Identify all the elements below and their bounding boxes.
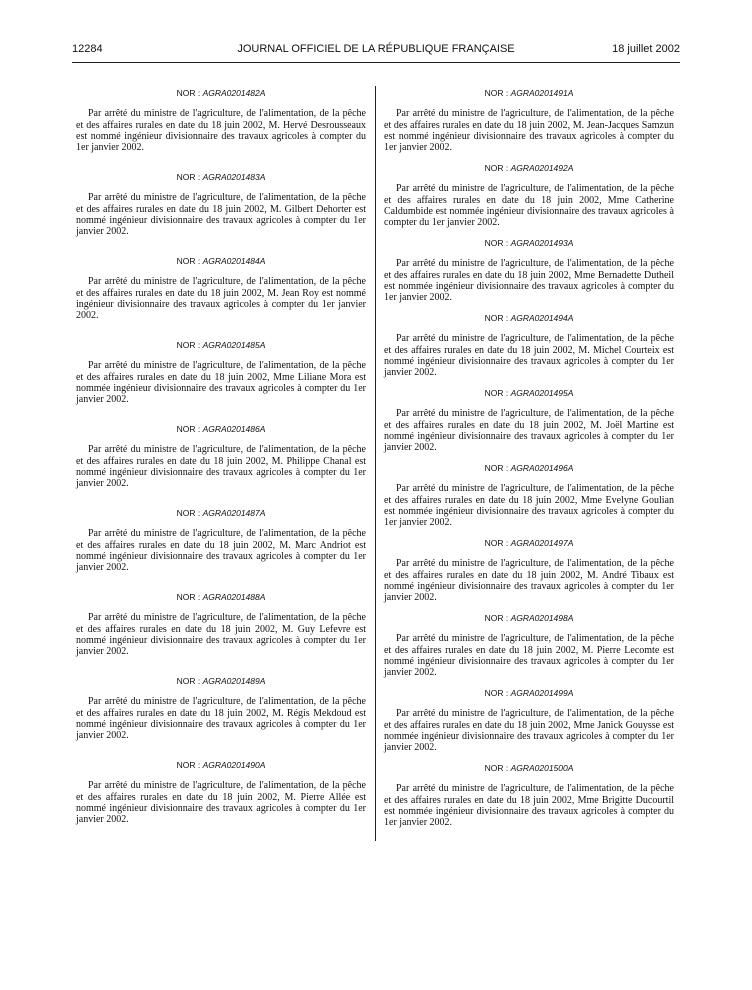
- nor-reference: [76, 172, 366, 183]
- nor-code: AGRA0201483A: [202, 172, 266, 182]
- nor-code: AGRA0201500A: [510, 763, 574, 773]
- nor-reference: [384, 88, 674, 99]
- nor-reference: [384, 238, 674, 249]
- nor-code: AGRA0201494A: [510, 313, 574, 323]
- nor-label: NOR :: [484, 688, 509, 698]
- decree-entry: [384, 313, 674, 388]
- decree-text: Par arrêté du ministre de l'agriculture, de l'alimentation, de la pêche et des affaires rurales en date du 18 juin 2002, M. Joël Martine est nommé ingénieur divisionnaire des travaux agricoles à compter du 1er janvier 2002.: [384, 408, 674, 454]
- nor-reference: [76, 340, 366, 351]
- nor-reference: [384, 763, 674, 774]
- nor-code: AGRA0201487A: [202, 508, 266, 518]
- decree-entry: [384, 163, 674, 238]
- nor-reference: [384, 163, 674, 174]
- decree-entry: [384, 688, 674, 763]
- decree-text: Par arrêté du ministre de l'agriculture, de l'alimentation, de la pêche et des affaires rurales en date du 18 juin 2002, M. Pierre Lecomte est nommé ingénieur divisionnaire des travaux agricoles à compter du 1er janvier 2002.: [384, 633, 674, 679]
- nor-label: NOR :: [484, 463, 509, 473]
- nor-code: AGRA0201486A: [202, 424, 266, 434]
- nor-label: NOR :: [484, 163, 509, 173]
- nor-reference: [76, 676, 366, 687]
- decree-text: Par arrêté du ministre de l'agriculture, de l'alimentation, de la pêche et des affaires rurales en date du 18 juin 2002, M. Pierre Allée est nommé ingénieur divisionnaire des travaux agricoles à compter du 1er janvier 2002.: [76, 780, 366, 826]
- decree-entry: [384, 538, 674, 613]
- nor-reference: [384, 688, 674, 699]
- nor-reference: [76, 760, 366, 771]
- decree-text: Par arrêté du ministre de l'agriculture, de l'alimentation, de la pêche et des affaires rurales en date du 18 juin 2002, Mme Evelyne Goulian est nommée ingénieur divisionnaire des travaux agricoles à compter du 1er janvier 2002.: [384, 483, 674, 529]
- nor-label: NOR :: [176, 256, 201, 266]
- nor-label: NOR :: [176, 172, 201, 182]
- decree-entry: [384, 613, 674, 688]
- nor-label: NOR :: [484, 613, 509, 623]
- nor-reference: [384, 538, 674, 549]
- decree-entry: [76, 88, 366, 172]
- decree-text: Par arrêté du ministre de l'agriculture, de l'alimentation, de la pêche et des affaires rurales en date du 18 juin 2002, Mme Catherine Caldumbide est nommée ingénieur divisionnaire des travaux agricoles à compter du 1er janvier 2002.: [384, 183, 674, 229]
- nor-reference: [384, 613, 674, 624]
- nor-label: NOR :: [176, 424, 201, 434]
- nor-reference: [384, 388, 674, 399]
- nor-code: AGRA0201484A: [202, 256, 266, 266]
- nor-label: NOR :: [484, 388, 509, 398]
- nor-code: AGRA0201482A: [202, 88, 266, 98]
- nor-code: AGRA0201493A: [510, 238, 574, 248]
- nor-reference: [76, 88, 366, 99]
- nor-label: NOR :: [484, 763, 509, 773]
- nor-reference: [76, 508, 366, 519]
- page-header: [72, 43, 680, 59]
- decree-entry: [76, 172, 366, 256]
- nor-code: AGRA0201489A: [202, 676, 266, 686]
- decree-entry: [76, 424, 366, 508]
- nor-label: NOR :: [176, 88, 201, 98]
- nor-label: NOR :: [176, 760, 201, 770]
- nor-label: NOR :: [484, 88, 509, 98]
- nor-code: AGRA0201488A: [202, 592, 266, 602]
- decree-text: Par arrêté du ministre de l'agriculture, de l'alimentation, de la pêche et des affaires rurales en date du 18 juin 2002, Mme Bernadette Dutheil est nommée ingénieur divisionnaire des travaux agricoles à compter du 1er janvier 2002.: [384, 258, 674, 304]
- right-column: [384, 88, 674, 838]
- nor-reference: [76, 256, 366, 267]
- decree-text: Par arrêté du ministre de l'agriculture, de l'alimentation, de la pêche et des affaires rurales en date du 18 juin 2002, Mme Janick Gouysse est nommée ingénieur divisionnaire des travaux agricoles à compter du 1er janvier 2002.: [384, 708, 674, 754]
- nor-label: NOR :: [176, 676, 201, 686]
- nor-code: AGRA0201485A: [202, 340, 266, 350]
- decree-entry: [76, 256, 366, 340]
- nor-reference: [384, 313, 674, 324]
- nor-reference: [384, 463, 674, 474]
- decree-text: Par arrêté du ministre de l'agriculture, de l'alimentation, de la pêche et des affaires rurales en date du 18 juin 2002, M. Jean Roy est nommé ingénieur divisionnaire des travaux agricoles à compter du 1er janvier 2002.: [76, 276, 366, 322]
- nor-code: AGRA0201499A: [510, 688, 574, 698]
- decree-entry: [76, 676, 366, 760]
- nor-code: AGRA0201490A: [202, 760, 266, 770]
- journal-title: JOURNAL OFFICIEL DE LA RÉPUBLIQUE FRANÇAISE: [237, 43, 515, 55]
- decree-entry: [384, 88, 674, 163]
- decree-text: Par arrêté du ministre de l'agriculture, de l'alimentation, de la pêche et des affaires rurales en date du 18 juin 2002, M. Philippe Chanal est nommé ingénieur divisionnaire des travaux agricoles à compter du 1er janvier 2002.: [76, 444, 366, 490]
- decree-text: Par arrêté du ministre de l'agriculture, de l'alimentation, de la pêche et des affaires rurales en date du 18 juin 2002, Mme Liliane Mora est nommée ingénieur divisionnaire des travaux agricoles à compter du 1er janvier 2002.: [76, 360, 366, 406]
- nor-code: AGRA0201492A: [510, 163, 574, 173]
- decree-text: Par arrêté du ministre de l'agriculture, de l'alimentation, de la pêche et des affaires rurales en date du 18 juin 2002, M. Gilbert Dehorter est nommé ingénieur divisionnaire des travaux agricoles à compter du 1er janvier 2002.: [76, 192, 366, 238]
- nor-code: AGRA0201497A: [510, 538, 574, 548]
- decree-text: Par arrêté du ministre de l'agriculture, de l'alimentation, de la pêche et des affaires rurales en date du 18 juin 2002, M. Guy Lefevre est nommé ingénieur divisionnaire des travaux agricoles à compter du 1er janvier 2002.: [76, 612, 366, 658]
- nor-label: NOR :: [176, 508, 201, 518]
- nor-code: AGRA0201496A: [510, 463, 574, 473]
- decree-entry: [384, 238, 674, 313]
- nor-label: NOR :: [484, 538, 509, 548]
- nor-reference: [76, 424, 366, 435]
- decree-entry: [76, 592, 366, 676]
- decree-text: Par arrêté du ministre de l'agriculture, de l'alimentation, de la pêche et des affaires rurales en date du 18 juin 2002, M. Régis Mekdoud est nommé ingénieur divisionnaire des travaux agricoles à compter du 1er janvier 2002.: [76, 696, 366, 742]
- column-divider: [375, 86, 376, 841]
- nor-code: AGRA0201491A: [510, 88, 574, 98]
- nor-code: AGRA0201495A: [510, 388, 574, 398]
- decree-text: Par arrêté du ministre de l'agriculture, de l'alimentation, de la pêche et des affaires rurales en date du 18 juin 2002, M. Marc Andriot est nommé ingénieur divisionnaire des travaux agricoles à compter du 1er janvier 2002.: [76, 528, 366, 574]
- decree-entry: [384, 388, 674, 463]
- decree-text: Par arrêté du ministre de l'agriculture, de l'alimentation, de la pêche et des affaires rurales en date du 18 juin 2002, M. Michel Courteix est nommé ingénieur divisionnaire des travaux agricoles à compter du 1er janvier 2002.: [384, 333, 674, 379]
- decree-text: Par arrêté du ministre de l'agriculture, de l'alimentation, de la pêche et des affaires rurales en date du 18 juin 2002, M. Jean-Jacques Samzun est nommé ingénieur divisionnaire des travaux agricoles à compter du 1er janvier 2002.: [384, 108, 674, 154]
- decree-entry: [384, 463, 674, 538]
- nor-label: NOR :: [176, 592, 201, 602]
- decree-entry: [76, 340, 366, 424]
- nor-label: NOR :: [484, 238, 509, 248]
- decree-entry: [76, 508, 366, 592]
- decree-entry: [76, 760, 366, 844]
- nor-code: AGRA0201498A: [510, 613, 574, 623]
- nor-label: NOR :: [484, 313, 509, 323]
- page-number: 12284: [72, 43, 103, 55]
- publication-date: 18 juillet 2002: [612, 43, 680, 55]
- nor-label: NOR :: [176, 340, 201, 350]
- decree-text: Par arrêté du ministre de l'agriculture, de l'alimentation, de la pêche et des affaires rurales en date du 18 juin 2002, Mme Brigitte Ducourtil est nommée ingénieur divisionnaire des travaux agricoles à compter du 1er janvier 2002.: [384, 783, 674, 829]
- nor-reference: [76, 592, 366, 603]
- left-column: [76, 88, 366, 844]
- decree-text: Par arrêté du ministre de l'agriculture, de l'alimentation, de la pêche et des affaires rurales en date du 18 juin 2002, M. Hervé Desrousseaux est nommé ingénieur divisionnaire des travaux agricoles à compter du 1er janvier 2002.: [76, 108, 366, 154]
- header-rule: [72, 62, 680, 63]
- decree-entry: [384, 763, 674, 838]
- decree-text: Par arrêté du ministre de l'agriculture, de l'alimentation, de la pêche et des affaires rurales en date du 18 juin 2002, M. André Tibaux est nommé ingénieur divisionnaire des travaux agricoles à compter du 1er janvier 2002.: [384, 558, 674, 604]
